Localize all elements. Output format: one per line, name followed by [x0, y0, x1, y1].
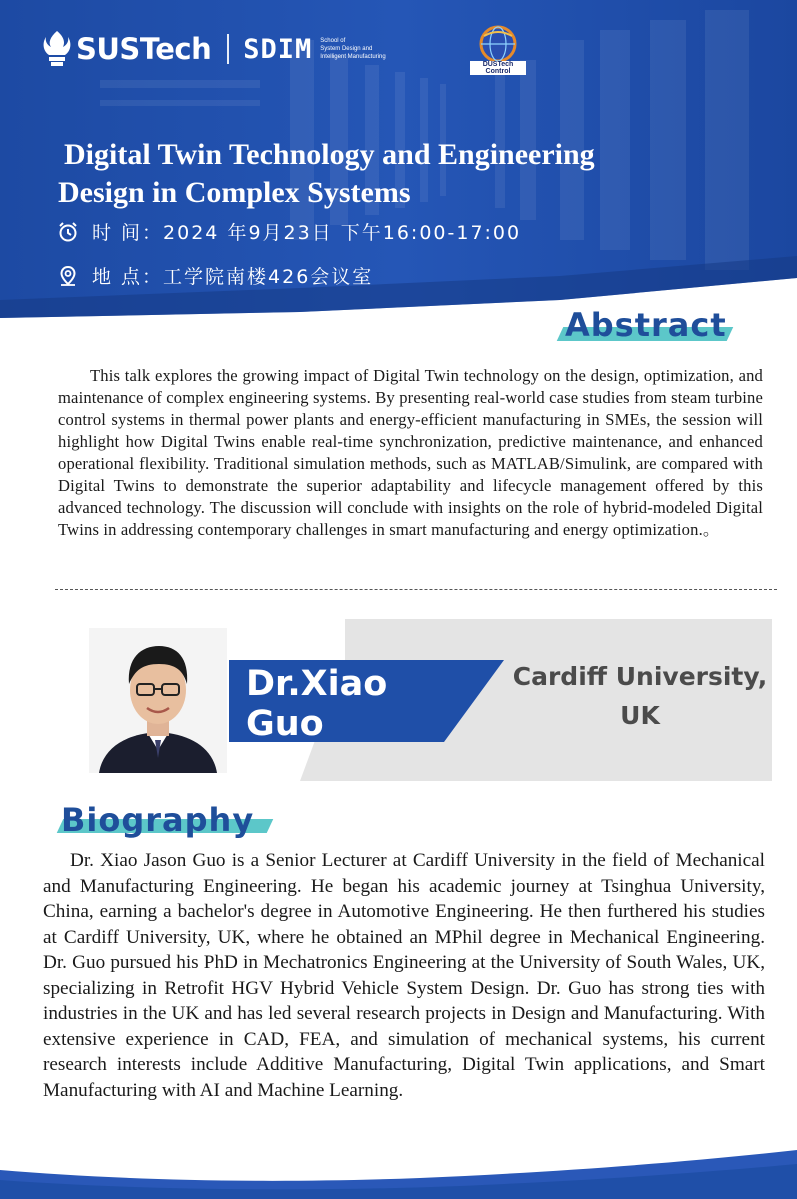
sustech-wordmark: SUSTech [76, 32, 212, 66]
school-name-line: Intelligent Manufacturing [320, 54, 386, 60]
school-name-line: System Design and [320, 46, 373, 52]
sdim-wordmark: SDIM [243, 33, 313, 65]
event-location [58, 262, 373, 289]
abstract-text: This talk explores the growing impact of Digital Twin technology on the design, optimization, and maintenance of complex engineering systems. By presenting real-world case studies from steam turbine control systems in thermal power plants and energy-efficient manufacturing in SMEs, the session will highlight how Digital Twins enable real-time synchronization, predictive maintenance, and enhanced operational flexibility. Traditional simulation methods, such as MATLAB/Simulink, are compared with Digital Twins to demonstrate the superior adaptability and lifecycle management offered by this advanced technology. The discussion will conclude with insights on the role of hybrid-modeled Digital Twins in addressing contemporary challenges in smart manufacturing and energy optimization.。 [58, 366, 763, 539]
header-banner [0, 0, 797, 330]
section-divider [55, 589, 777, 590]
affiliation-line-2: UK [620, 701, 660, 730]
flame-icon [42, 29, 72, 69]
speaker-photo [89, 628, 227, 773]
abstract-heading: Abstract [565, 306, 727, 344]
title-line-2: Design in Complex Systems [58, 176, 411, 209]
dustech-control-logo [470, 24, 526, 75]
event-time [58, 218, 521, 245]
speaker-affiliation [505, 657, 775, 735]
time-value: 2024 年9月23日 下午16:00-17:00 [163, 222, 522, 244]
school-name [320, 37, 400, 61]
logo-divider [227, 34, 229, 64]
biography-heading: Biography [61, 801, 255, 839]
event-title [58, 136, 698, 212]
dustech-label: DUSTech Control [470, 61, 526, 75]
globe-icon [470, 24, 526, 64]
time-label: 时 间： [92, 222, 164, 244]
speaker-name-line-2: Guo [246, 704, 324, 744]
place-label: 地 点： [92, 266, 164, 288]
speaker-portrait-image [89, 628, 227, 773]
alarm-clock-icon [58, 221, 78, 243]
speaker-name [246, 664, 446, 744]
affiliation-line-1: Cardiff University, [512, 662, 768, 691]
place-value: 工学院南楼426会议室 [163, 266, 374, 288]
location-pin-icon [58, 265, 78, 287]
school-name-line: School of [320, 38, 346, 44]
footer-wave [0, 1150, 797, 1199]
logo-row [42, 24, 400, 74]
sustech-logo [42, 29, 211, 69]
title-line-1: Digital Twin Technology and Engineering [64, 138, 595, 171]
speaker-name-line-1: Dr.Xiao [246, 664, 388, 704]
biography-text: Dr. Xiao Jason Guo is a Senior Lecturer at Cardiff University in the field of Mechanical and Manufacturing Engineering. He began his academic journey at Tsinghua University, China, earning a bachelor's degree in Automotive Engineering. He then furthered his studies at Cardiff University, UK, where he obtained an MPhil degree in Mechanical Engineering. Dr. Guo pursued his PhD in Mechatronics Engineering at the University of South Wales, UK, specializing in Retrofit HGV Hybrid Vehicle System Design. Dr. Guo has strong ties with industries in the UK and has led several research projects in Design and Manufacturing. With extensive experience in CAD, FEA, and simulation of mechanical systems, his current research interests include Additive Manufacturing, Digital Twin applications, and Smart Manufacturing with AI and Machine Learning. [43, 850, 765, 1101]
